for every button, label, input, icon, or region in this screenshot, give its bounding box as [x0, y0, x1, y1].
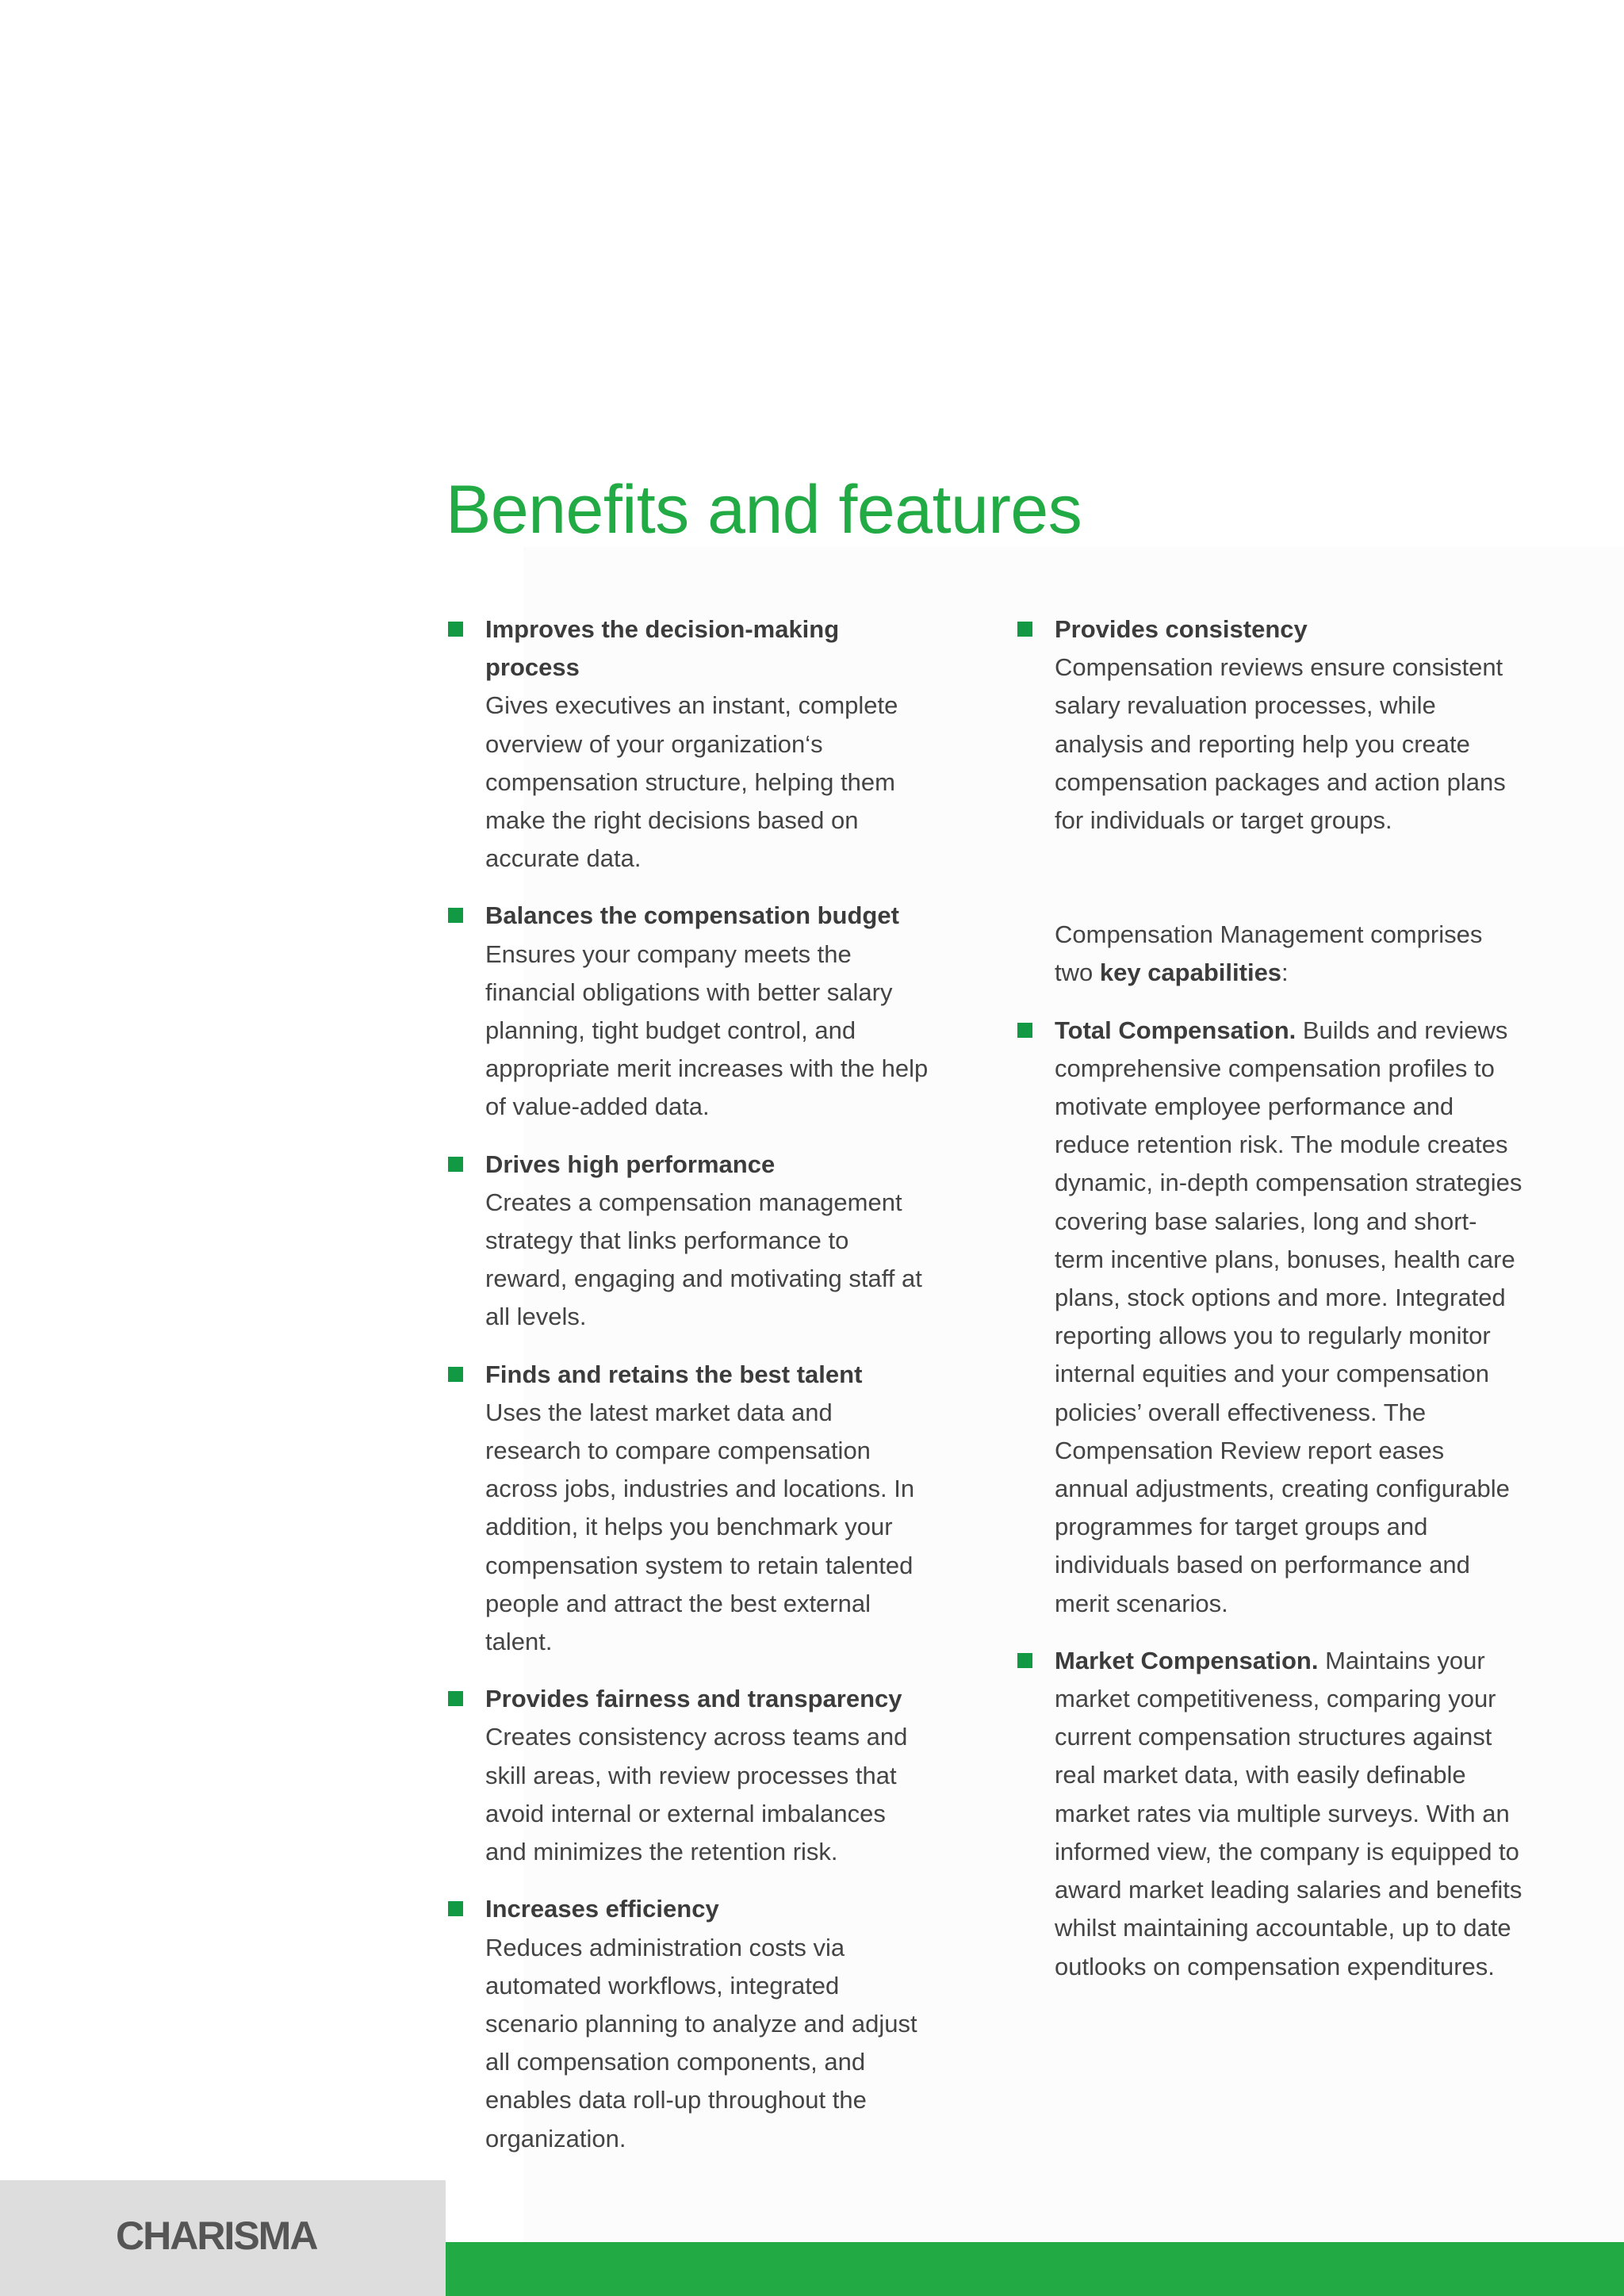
- page-title: Benefits and features: [446, 472, 1082, 548]
- charisma-logo: [116, 2212, 316, 2260]
- right-column: [1015, 610, 1522, 2005]
- footer-green-bar: [446, 2242, 1624, 2296]
- item-title: Balances the compensation budget: [485, 901, 899, 930]
- item-title: Increases efficiency: [485, 1895, 719, 1923]
- list-item: [446, 1680, 929, 1871]
- capability-title: Total Compensation.: [1055, 1016, 1297, 1044]
- square-bullet-icon: [448, 1367, 463, 1382]
- item-title: Drives high performance: [485, 1150, 776, 1178]
- square-bullet-icon: [448, 1901, 463, 1916]
- item-text: Creates consistency across teams and skill areas, with review processes that avoid internal or external imbalances and minimizes the retention risk.: [485, 1723, 908, 1866]
- item-text: Uses the latest market data and research to compare compensation across jobs, industries and locations. In addition, it helps you benchmark your compensation system to retain talented people and attract the best external talent.: [485, 1398, 915, 1656]
- left-column: [446, 610, 929, 2177]
- intro-text: Compensation Management comprises two: [1055, 920, 1483, 987]
- capability-text: Builds and reviews comprehensive compensation profiles to motivate employee performance and reduce retention risk. The module creates dynamic, in-depth compensation strategies covering base salaries, long and short-term incentive plans, bonuses, health care plans, stock options and more. Integrated reporting allows you to regularly monitor internal equities and your compensation policies’ overall effectiveness. The Compensation Review report eases annual adjustments, creating configurable programmes for target groups and individuals based on performance and merit scenarios.: [1055, 1016, 1522, 1617]
- list-item: [446, 897, 929, 1126]
- item-title: Finds and retains the best talent: [485, 1360, 863, 1388]
- list-item: [446, 610, 929, 878]
- item-text: Gives executives an instant, complete overview of your organization‘s compensation structure, helping them make the right decisions based on accurate data.: [485, 691, 898, 873]
- item-title: Improves the decision-making process: [485, 615, 840, 682]
- capabilities-intro: [1015, 916, 1522, 992]
- list-item: [446, 1146, 929, 1337]
- list-item: [446, 1890, 929, 2157]
- item-text: Compensation reviews ensure consistent salary revaluation processes, while analysis and reporting help you create compensation packages and action plans for individuals or target groups.: [1055, 653, 1506, 835]
- square-bullet-icon: [448, 1691, 463, 1706]
- capability-item: [1015, 1012, 1522, 1623]
- square-bullet-icon: [1017, 1023, 1032, 1038]
- list-item: [446, 1356, 929, 1662]
- intro-end: :: [1281, 959, 1289, 987]
- item-title: Provides fairness and transparency: [485, 1685, 902, 1713]
- capability-title: Market Compensation.: [1055, 1646, 1319, 1674]
- square-bullet-icon: [1017, 1653, 1032, 1668]
- square-bullet-icon: [448, 622, 463, 637]
- capability-text: Maintains your market competitiveness, comparing your current compensation structures against real market data, with easily definable market rates via multiple surveys. With an informed view, the company is equipped to award market leading salaries and benefits whilst maintaining accountable, up to date outlooks on compensation expenditures.: [1055, 1646, 1522, 1980]
- capability-item: [1015, 1642, 1522, 1986]
- logo-text: CHARISMA: [116, 2214, 317, 2258]
- square-bullet-icon: [448, 908, 463, 923]
- square-bullet-icon: [448, 1157, 463, 1172]
- item-title: Provides consistency: [1055, 615, 1308, 643]
- item-text: Ensures your company meets the financial obligations with better salary planning, tight budget control, and appropriate merit increases with the help of value-added data.: [485, 939, 929, 1121]
- item-text: Reduces administration costs via automated workflows, integrated scenario planning to analyze and adjust all compensation components, and enables data roll-up throughout the organization.: [485, 1933, 917, 2152]
- list-item: [1015, 610, 1522, 840]
- square-bullet-icon: [1017, 622, 1032, 637]
- item-text: Creates a compensation management strategy that links performance to reward, engaging and motivating staff at all levels.: [485, 1188, 922, 1331]
- intro-bold: key capabilities: [1099, 959, 1282, 987]
